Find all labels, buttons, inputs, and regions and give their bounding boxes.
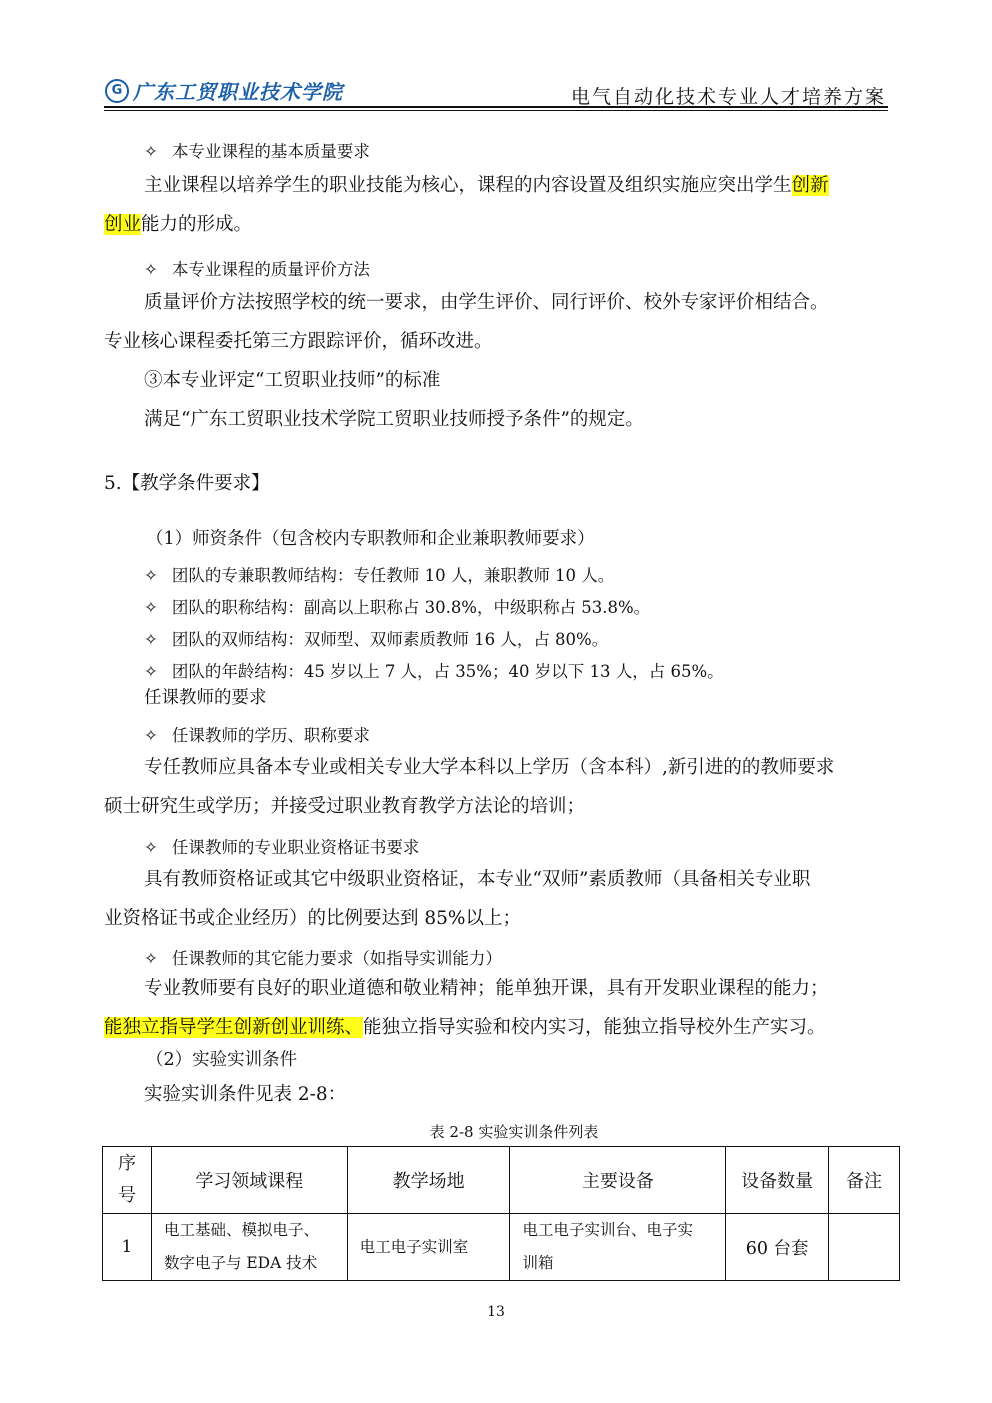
paragraph-line: 实验实训条件见表 2-8：: [144, 1084, 347, 1105]
bullet-line: ✧ 团队的职称结构：副高以上职称占 30.8%，中级职称占 53.8%。: [144, 598, 651, 617]
subsection-heading: （1）师资条件（包含校内专职教师和企业兼职教师要求）: [146, 529, 595, 549]
lab-conditions-table: [102, 1146, 900, 1281]
diamond-bullet-icon: ✧: [144, 598, 158, 617]
header-cell-index: 序 号: [103, 1147, 152, 1214]
paragraph-line: 能独立指导学生创新创业训练、能独立指导实验和校内实习，能独立指导校外生产实习。: [104, 1017, 826, 1038]
subsection-heading: （2）实验实训条件: [146, 1050, 298, 1070]
paragraph-line: 专业教师要有良好的职业道德和敬业精神；能单独开课，具有开发职业课程的能力；: [144, 978, 829, 999]
paragraph-line: 任课教师的要求: [144, 688, 267, 708]
cell-equipment: 电工电子实训台、电子实 训箱: [510, 1214, 726, 1281]
diamond-bullet-icon: ✧: [144, 566, 158, 585]
bullet-line: ✧ 团队的专兼职教师结构：专任教师 10 人，兼职教师 10 人。: [144, 566, 615, 585]
paragraph-line: 主业课程以培养学生的职业技能为核心，课程的内容设置及组织实施应突出学生创新: [144, 175, 829, 196]
diamond-bullet-icon: ✧: [144, 630, 158, 649]
paragraph-line: 硕士研究生或学历；并接受过职业教育教学方法论的培训；: [104, 796, 586, 817]
table-caption: 表 2-8 实验实训条件列表: [429, 1123, 599, 1141]
paragraph-line: 创业能力的形成。: [104, 214, 253, 235]
cell-site: 电工电子实训室: [347, 1214, 510, 1281]
header-rule-thin: [104, 110, 888, 111]
highlighted-text: 能独立指导学生创新创业训练、: [104, 1017, 364, 1038]
diamond-bullet-icon: ✧: [144, 838, 158, 857]
diamond-bullet-icon: ✧: [144, 726, 158, 745]
bullet-heading: ✧ 任课教师的学历、职称要求: [144, 726, 370, 745]
page-number: 13: [487, 1304, 505, 1320]
bullet-heading: ✧ 任课教师的专业职业资格证书要求: [144, 838, 420, 857]
header-rule: [104, 106, 888, 108]
header-cell-quantity: 设备数量: [726, 1147, 829, 1214]
school-name: 广东工贸职业技术学院: [133, 80, 343, 104]
section-heading: 5.【教学条件要求】: [104, 473, 270, 494]
diamond-bullet-icon: ✧: [144, 949, 158, 968]
school-emblem-icon: G: [105, 79, 129, 103]
paragraph-line: 具有教师资格证或其它中级职业资格证，本专业“双师”素质教师（具备相关专业职: [144, 869, 811, 890]
bullet-heading: ✧ 任课教师的其它能力要求（如指导实训能力）: [144, 949, 502, 968]
cell-remarks: [829, 1214, 900, 1281]
cell-index: 1: [103, 1214, 152, 1281]
diamond-bullet-icon: ✧: [144, 260, 158, 279]
highlighted-text: 创新: [791, 175, 829, 196]
paragraph-line: 质量评价方法按照学校的统一要求，由学生评价、同行评价、校外专家评价相结合。: [144, 292, 829, 313]
cell-quantity: 60 台套: [726, 1214, 829, 1281]
bullet-line: ✧ 团队的年龄结构：45 岁以上 7 人，占 35%；40 岁以下 13 人，占 65%。: [144, 662, 724, 681]
header-cell-course: 学习领域课程: [151, 1147, 347, 1214]
highlighted-text: 创业: [104, 214, 142, 235]
table-header-row: [103, 1147, 900, 1214]
document-title: 电气自动化技术专业人才培养方案: [570, 86, 886, 108]
school-logo: [105, 76, 343, 105]
header-cell-site: 教学场地: [347, 1147, 510, 1214]
cell-course: 电工基础、模拟电子、 数字电子与 EDA 技术: [151, 1214, 347, 1281]
paragraph-line: 专业核心课程委托第三方跟踪评价，循环改进。: [104, 331, 493, 352]
header-cell-equipment: 主要设备: [510, 1147, 726, 1214]
paragraph-line: 满足“广东工贸职业技术学院工贸职业技师授予条件”的规定。: [144, 409, 644, 430]
paragraph-line: 业资格证书或企业经历）的比例要达到 85%以上；: [104, 908, 522, 929]
bullet-heading: ✧ 本专业课程的质量评价方法: [144, 260, 370, 279]
paragraph-line: ③本专业评定“工贸职业技师”的标准: [144, 370, 441, 391]
header-cell-remarks: 备注: [829, 1147, 900, 1214]
diamond-bullet-icon: ✧: [144, 662, 158, 681]
table-row: [103, 1214, 900, 1281]
paragraph-line: 专任教师应具备本专业或相关专业大学本科以上学历（含本科）,新引进的的教师要求: [144, 757, 835, 778]
bullet-heading: ✧ 本专业课程的基本质量要求: [144, 142, 370, 161]
bullet-line: ✧ 团队的双师结构：双师型、双师素质教师 16 人，占 80%。: [144, 630, 609, 649]
diamond-bullet-icon: ✧: [144, 142, 158, 161]
